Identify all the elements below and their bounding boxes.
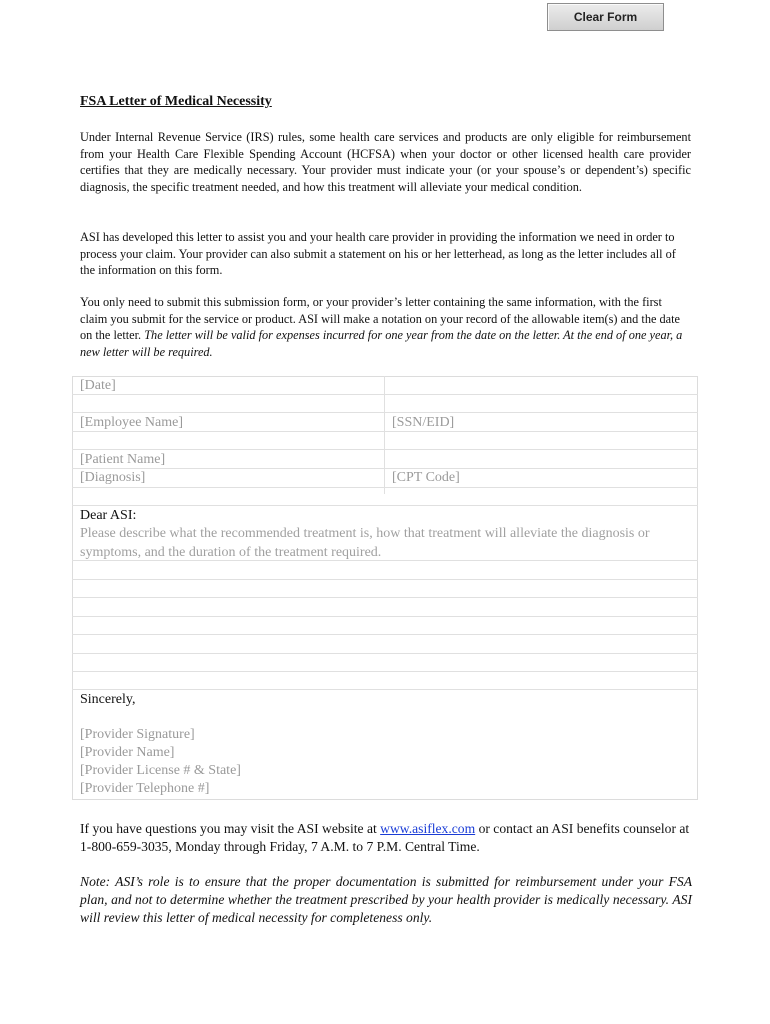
divider	[72, 412, 698, 413]
page-title: FSA Letter of Medical Necessity	[80, 94, 272, 109]
divider	[72, 394, 698, 395]
diagnosis-field[interactable]: [Diagnosis]	[80, 470, 146, 485]
intro-paragraph: Under Internal Revenue Service (IRS) rules, some health care services and products are only eligible for reimbursement from your Health Care Flexible Spending Account (HCFSA) when your doctor or other licensed health care provider certifies that they are medically necessary. Your provider must indicate your (or your spouse’s or dependent’s) specific diagnosis, the specific treatment needed, and how this treatment will alleviate your medical condition.	[80, 130, 691, 194]
note-paragraph: Note: ASI’s role is to ensure that the proper documentation is submitted for reimbursement under your FSA plan, and not to determine whether the treatment prescribed by your health provider is medically necessary. ASI will review this letter of medical necessity for completeness only.	[80, 874, 692, 925]
asiflex-link[interactable]: www.asiflex.com	[380, 821, 476, 836]
submission-paragraph	[80, 294, 691, 360]
ssn-eid-field[interactable]: [SSN/EID]	[392, 415, 455, 430]
divider	[72, 449, 698, 450]
closing: Sincerely,	[80, 692, 136, 707]
provider-telephone-field[interactable]: [Provider Telephone #]	[80, 781, 210, 796]
date-field[interactable]: [Date]	[80, 378, 116, 393]
validity-text: The letter will be valid for expenses incurred for one year from the date on the letter. At the end of one year, a new letter will be required.	[80, 328, 683, 359]
column-divider	[384, 376, 385, 494]
divider	[72, 634, 698, 635]
divider	[72, 579, 698, 580]
divider	[72, 505, 698, 506]
provider-license-field[interactable]: [Provider License # & State]	[80, 763, 241, 778]
clear-form-button[interactable]: Clear Form	[547, 3, 664, 31]
employee-name-field[interactable]: [Employee Name]	[80, 415, 184, 430]
divider	[72, 616, 698, 617]
divider	[72, 597, 698, 598]
contact-text-after: or contact an ASI benefits counselor at 1-800-659-3035, Monday through Friday, 7 A.M. to 7 P.M. Central Time.	[80, 821, 690, 854]
contact-text: If you have questions you may visit the ASI website at	[80, 821, 381, 836]
patient-name-field[interactable]: [Patient Name]	[80, 452, 166, 467]
provider-name-field[interactable]: [Provider Name]	[80, 745, 175, 760]
divider	[72, 468, 698, 469]
divider	[72, 689, 698, 690]
divider	[72, 653, 698, 654]
provider-signature-field[interactable]: [Provider Signature]	[80, 727, 195, 742]
contact-paragraph	[80, 820, 695, 856]
cpt-code-field[interactable]: [CPT Code]	[392, 470, 460, 485]
divider	[72, 671, 698, 672]
salutation: Dear ASI:	[80, 508, 137, 523]
asi-paragraph: ASI has developed this letter to assist you and your health care provider in providing the information we need in order to process your claim. Your provider can also submit a statement on his or her letterhead, as long as the letter includes all of the information on this form.	[80, 230, 676, 277]
submission-text: You only need to submit this submission form, or your provider’s letter containing the same information, with the first claim you submit for the service or product. ASI will make a notation on your record of the allowable item(s) and the date on the letter.	[80, 295, 680, 342]
divider	[72, 487, 698, 488]
treatment-description-field[interactable]: Please describe what the recommended treatment is, how that treatment will alleviate the diagnosis or symptoms, and the duration of the treatment required.	[80, 526, 650, 560]
